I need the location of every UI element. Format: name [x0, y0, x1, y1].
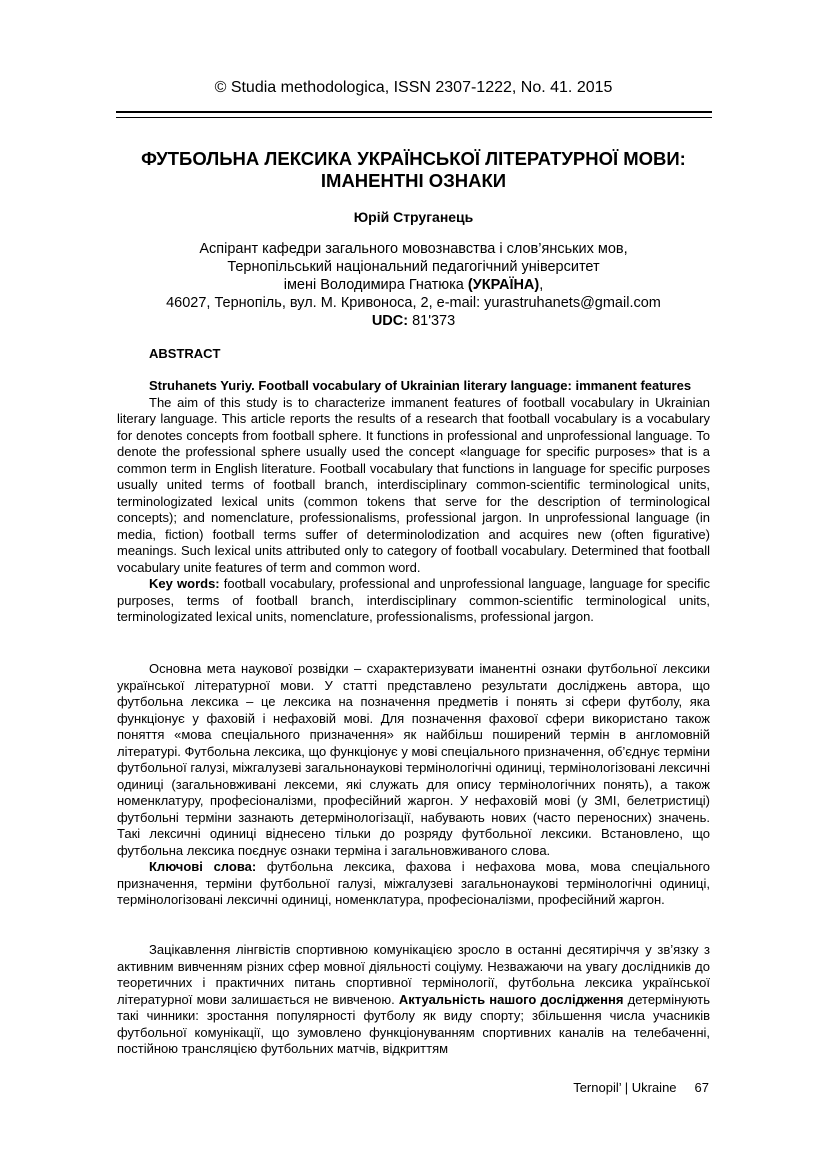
article-title-line2: ІМАНЕНТНІ ОЗНАКИ — [320, 170, 507, 191]
ukrainian-keywords — [117, 859, 710, 909]
article-title-line1: ФУТБОЛЬНА ЛЕКСИКА УКРАЇНСЬКОЇ ЛІТЕРАТУРНОЇ МОВИ: — [141, 148, 686, 169]
affiliation-line1: Аспірант кафедри загального мовознавства і слов’янських мов, — [199, 241, 628, 257]
ukrainian-keywords-label: Ключові слова: — [149, 859, 257, 874]
page-footer — [573, 1080, 709, 1096]
journal-header: © Studia methodologica, ISSN 2307-1222, No. 41. 2015 — [214, 79, 613, 96]
author-name: Юрій Струганець — [353, 209, 474, 225]
abstract-title-bold: Struhanets Yuriy. Football vocabulary of Ukrainian literary language: immanent features — [149, 378, 692, 393]
abstract-keywords-text: football vocabulary, professional and unprofessional language, language for specific purposes, terms of football branch, interdisciplinary common-scientific terminological units, terminologizated lexical units, nomenclature, professionalisms, professional jargon. — [117, 576, 710, 624]
abstract-keywords-label: Key words: — [149, 576, 220, 591]
affiliation-country: (УКРАЇНА) — [467, 277, 540, 293]
udc-label: UDC: — [371, 313, 409, 329]
header-rule-thin — [116, 117, 712, 118]
affiliation-line3-prefix: імені Володимира Гнатюка — [283, 277, 468, 293]
footer-place: Ternopil’ | Ukraine — [573, 1080, 677, 1095]
udc-line — [90, 312, 737, 330]
ukrainian-keywords-text: футбольна лексика, фахова і нефахова мова, мова спеціального призначення, терміни футбольної галузі, міжгалузеві загальнонаукові термінологічні одиниці, термінологізовані лексичні одиниці, номенклатура, професіоналізми, професійний жаргон. — [117, 859, 710, 907]
affiliation-line2: Тернопільський національний педагогічний університет — [227, 259, 600, 275]
abstract-heading: ABSTRACT — [149, 346, 221, 361]
udc-value: 81'373 — [408, 313, 456, 329]
abstract-title — [117, 378, 710, 395]
ukrainian-summary-block — [117, 661, 710, 909]
page-number: 67 — [694, 1080, 709, 1095]
abstract-keywords — [117, 576, 710, 626]
header-rule-thick — [116, 111, 712, 113]
author-affiliation — [90, 240, 737, 330]
intro-paragraph — [117, 942, 710, 1058]
ukrainian-summary-body: Основна мета наукової розвідки – схарактеризувати іманентні ознаки футбольної лексики української літературної мови. У статті представлено результати досліджень автора, що футбольна лексика – це лексика на позначення предметів і понять зі сфери футболу, яка функціонує у фаховій і нефаховій мові. Для позначення фахової сфери використано також поняття «мова спеціального призначення» як найбільш поширений термін в англомовній літературі. Футбольна лексика, що функціонує у мові спеціального призначення, об’єднує терміни футбольної галузі, міжгалузеві загальнонаукові термінологічні одиниці, термінологізовані лексичні одиниці (загальновживані лексеми, які служать для опису термінологічних понять), а також номенклатуру, професіоналізми, професійний жаргон. У нефаховій мові (у ЗМІ, белетристиці) футбольні терміни зазнають детермінологізації, набувають нових (часто переносних) значень. Такі лексичні одиниці віднесено тільки до розряду футбольної лексики. Встановлено, що футбольна лексика поєднує ознаки терміна і загальновживаного слова. — [117, 661, 710, 858]
intro-text-part2: детермінують такі чинники: зростання популярності футболу як виду спорту; збільшення числа учасників футбольної комунікації, що зумовлено функціонуванням спортивних каналів на телебаченні, постійною трансляцією футбольних матчів, відкриттям — [117, 991, 710, 1056]
abstract-block — [117, 378, 710, 626]
affiliation-address: 46027, Тернопіль, вул. М. Кривоноса, 2, e-mail: yurastruhanets@gmail.com — [166, 295, 661, 311]
abstract-body: The aim of this study is to characterize immanent features of football vocabulary in Ukrainian literary language. This article reports the results of a research that football vocabulary is a vocabulary for denotes concepts from football sphere. It functions in professional and unprofessional language. To denote the professional sphere usually used the concept «language for specific purposes» that is a common term in English literature. Football vocabulary that functions in language for specific purposes usually united terms of football branch, interdisciplinary common-scientific terminological units, terminologizated lexical units (common tokens that serve for the description of terminological concepts); and nomenclature, professionalisms, professional jargon. In unprofessional language (in media, fiction) football terms suffer of determinolodization and acquires new (often figurative) meanings. Such lexical units attributed only to category of football vocabulary. Determined that football vocabulary unite features of term and common word. — [117, 394, 710, 575]
affiliation-line3-suffix: , — [539, 277, 544, 293]
affiliation-line3 — [90, 276, 737, 294]
intro-block — [117, 942, 710, 1058]
article-title — [90, 148, 737, 192]
intro-text-bold: Актуальність нашого дослідження — [398, 991, 624, 1007]
intro-text-part1: Зацікавлення лінгвістів спортивною комунікацією зросло в останні десятиріччя у зв’язку з активним вивченням різних сфер мовної діяльності соціуму. Незважаючи на увагу дослідників до теоретичних і практичних питань спортивної термінології, футбольна лексика української літературної мови залишається не вивченою. — [117, 942, 710, 1007]
